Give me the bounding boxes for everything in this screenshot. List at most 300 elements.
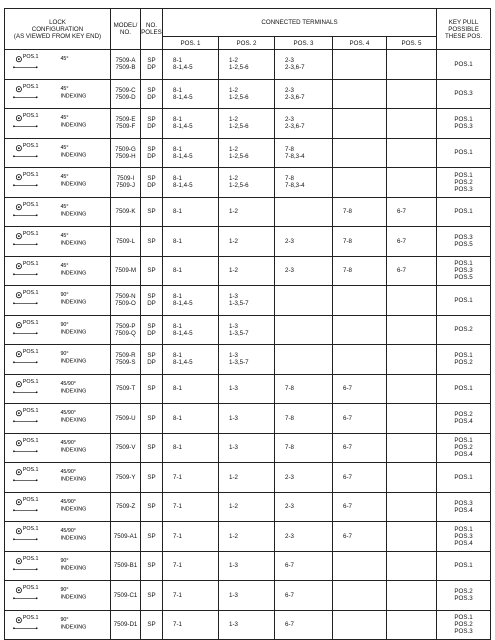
indexing-label: INDEXING <box>60 417 87 424</box>
key-pull-positions <box>437 404 491 434</box>
lock-schematic-icon <box>5 50 110 79</box>
table-row <box>5 492 491 522</box>
terminals-text: 7-8 7-8,3-4 <box>285 145 305 160</box>
terminals-text: 1-2 1-2,5-6 <box>229 175 249 190</box>
terminals-p4 <box>333 227 387 257</box>
poles <box>141 610 163 640</box>
poles <box>141 433 163 463</box>
terminals-p2 <box>219 433 275 463</box>
terminals-text: 1-2 <box>229 267 238 275</box>
position-label: POS.1 <box>22 319 39 326</box>
terminals-text: 6-7 <box>343 444 352 452</box>
terminals-p2 <box>219 610 275 640</box>
terminals-text: 8-1 <box>173 414 182 422</box>
terminals-p5 <box>387 551 437 581</box>
terminals-p5 <box>387 610 437 640</box>
terminals-p2 <box>219 50 275 80</box>
lock-schematic-icon <box>5 522 110 551</box>
poles <box>141 492 163 522</box>
lock-schematic-icon <box>5 434 110 463</box>
terminals-text: 2-3 <box>285 473 294 481</box>
terminals-p1 <box>163 50 219 80</box>
header-poles: NO. POLES <box>141 9 163 50</box>
terminals-text: 1-2 <box>229 208 238 216</box>
key-pull-text: POS.1 <box>454 149 473 157</box>
indexing-label: INDEXING <box>60 92 87 99</box>
key-pull-positions <box>437 492 491 522</box>
key-pull-text: POS.1 POS.2 POS.4 <box>454 437 473 459</box>
terminals-p4 <box>333 109 387 139</box>
key-pull-text: POS.2 POS.4 <box>454 411 473 426</box>
indexing-label: INDEXING <box>60 151 87 158</box>
model-number <box>111 256 141 286</box>
terminals-p1 <box>163 227 219 257</box>
terminals-p3 <box>275 374 333 404</box>
terminals-p4 <box>333 492 387 522</box>
indexing-label: INDEXING <box>60 505 87 512</box>
indexing-label: 45° <box>60 56 69 63</box>
terminals-p3 <box>275 581 333 611</box>
terminals-p1 <box>163 109 219 139</box>
model-number-text: 7509-D1 <box>113 621 138 629</box>
lock-schematic-icon <box>5 139 110 168</box>
terminals-text: 7-1 <box>173 532 182 540</box>
terminals-p5 <box>387 79 437 109</box>
key-pull-text: POS.3 <box>454 90 473 98</box>
terminals-text: 2-3 2-3,6-7 <box>285 86 305 101</box>
terminals-p2 <box>219 581 275 611</box>
terminals-p3 <box>275 345 333 375</box>
lock-schematic-icon <box>5 581 110 610</box>
terminals-p4 <box>333 433 387 463</box>
key-pull-text: POS.1 POS.2 POS.3 <box>454 171 473 193</box>
model-number-text: 7509-C1 <box>113 591 138 599</box>
key-pull-positions <box>437 109 491 139</box>
poles <box>141 256 163 286</box>
terminals-text: 6-7 <box>343 414 352 422</box>
terminals-text: 6-7 <box>343 473 352 481</box>
poles <box>141 404 163 434</box>
indexing-label: 45/90° <box>60 498 76 505</box>
terminals-p5 <box>387 463 437 493</box>
terminals-p1 <box>163 522 219 552</box>
terminals-p1 <box>163 256 219 286</box>
terminals-p5 <box>387 286 437 316</box>
indexing-label: INDEXING <box>60 476 87 483</box>
position-label: POS.1 <box>22 408 39 415</box>
model-number <box>111 551 141 581</box>
indexing-label: INDEXING <box>60 299 87 306</box>
terminals-text: 1-3 1-3,5-7 <box>229 322 249 337</box>
lock-diagram <box>5 522 111 552</box>
lock-schematic-icon <box>5 198 110 227</box>
terminals-p3 <box>275 433 333 463</box>
poles-text: SP <box>147 267 156 275</box>
model-number <box>111 109 141 139</box>
terminals-text: 8-1 8-1,4-5 <box>173 57 193 72</box>
position-label: POS.1 <box>22 496 39 503</box>
table-row <box>5 79 491 109</box>
key-pull-text: POS.2 POS.3 <box>454 588 473 603</box>
indexing-label: 45° <box>60 115 69 122</box>
terminals-p5 <box>387 433 437 463</box>
poles <box>141 197 163 227</box>
model-number-text: 7509-G 7509-H <box>115 145 136 160</box>
indexing-label: INDEXING <box>60 328 87 335</box>
terminals-text: 1-3 1-3,5-7 <box>229 293 249 308</box>
lock-diagram <box>5 433 111 463</box>
header-pos-5: POS. 5 <box>387 37 437 50</box>
indexing-label: 90° <box>60 351 69 358</box>
terminals-p4 <box>333 50 387 80</box>
poles <box>141 581 163 611</box>
model-number <box>111 404 141 434</box>
indexing-label: 45/90° <box>60 528 76 535</box>
terminals-p2 <box>219 492 275 522</box>
terminals-p3 <box>275 227 333 257</box>
terminals-p2 <box>219 227 275 257</box>
terminals-p2 <box>219 197 275 227</box>
terminals-p5 <box>387 404 437 434</box>
terminals-text: 8-1 8-1,4-5 <box>173 86 193 101</box>
lock-diagram <box>5 286 111 316</box>
terminals-p5 <box>387 256 437 286</box>
lock-schematic-icon <box>5 168 110 197</box>
terminals-p5 <box>387 315 437 345</box>
terminals-p5 <box>387 581 437 611</box>
terminals-text: 1-3 <box>229 621 238 629</box>
poles <box>141 50 163 80</box>
poles <box>141 551 163 581</box>
model-number <box>111 138 141 168</box>
poles-text: SP <box>147 444 156 452</box>
key-pull-positions <box>437 50 491 80</box>
poles-text: SP DP <box>147 145 156 160</box>
terminals-p3 <box>275 463 333 493</box>
terminals-p2 <box>219 522 275 552</box>
terminals-p1 <box>163 79 219 109</box>
lock-schematic-icon <box>5 257 110 286</box>
terminals-text: 6-7 <box>285 562 294 570</box>
key-pull-positions <box>437 374 491 404</box>
terminals-text: 1-2 1-2,5-6 <box>229 116 249 131</box>
poles <box>141 168 163 198</box>
terminals-text: 8-1 8-1,4-5 <box>173 145 193 160</box>
key-pull-text: POS.1 <box>454 296 473 304</box>
terminals-text: 7-1 <box>173 473 182 481</box>
key-pull-text: POS.2 <box>454 326 473 334</box>
key-pull-positions <box>437 522 491 552</box>
indexing-label: 45° <box>60 144 69 151</box>
terminals-text: 6-7 <box>343 532 352 540</box>
position-label: POS.1 <box>22 614 39 621</box>
terminals-p3 <box>275 168 333 198</box>
header-pos-3: POS. 3 <box>275 37 333 50</box>
indexing-label: INDEXING <box>60 358 87 365</box>
lock-schematic-icon <box>5 463 110 492</box>
lock-schematic-icon <box>5 611 110 640</box>
table-row <box>5 374 491 404</box>
terminals-p1 <box>163 433 219 463</box>
terminals-p1 <box>163 345 219 375</box>
poles-text: SP <box>147 621 156 629</box>
terminals-p4 <box>333 551 387 581</box>
model-number-text: 7509-L <box>115 237 136 245</box>
terminals-text: 1-2 <box>229 503 238 511</box>
terminals-text: 7-8 <box>285 385 294 393</box>
poles <box>141 345 163 375</box>
indexing-label: 90° <box>60 292 69 299</box>
lock-diagram <box>5 256 111 286</box>
terminals-p1 <box>163 492 219 522</box>
terminals-p1 <box>163 197 219 227</box>
model-number <box>111 522 141 552</box>
table-row <box>5 433 491 463</box>
model-number-text: 7509-B1 <box>113 562 138 570</box>
model-number <box>111 315 141 345</box>
key-pull-text: POS.1 <box>454 562 473 570</box>
position-label: POS.1 <box>22 83 39 90</box>
lock-diagram <box>5 404 111 434</box>
terminals-text: 8-1 <box>173 385 182 393</box>
poles <box>141 109 163 139</box>
model-number-text: 7509-Z <box>115 503 136 511</box>
model-number-text: 7509-M <box>115 267 136 275</box>
indexing-label: 45° <box>60 174 69 181</box>
indexing-label: INDEXING <box>60 594 87 601</box>
key-pull-positions <box>437 286 491 316</box>
terminals-p3 <box>275 79 333 109</box>
terminals-p4 <box>333 345 387 375</box>
header-pos-4: POS. 4 <box>333 37 387 50</box>
poles-text: SP <box>147 562 156 570</box>
lock-schematic-icon <box>5 552 110 581</box>
lock-schematic-icon <box>5 493 110 522</box>
terminals-text: 1-2 1-2,5-6 <box>229 86 249 101</box>
terminals-text: 6-7 <box>343 503 352 511</box>
model-number <box>111 168 141 198</box>
terminals-p3 <box>275 256 333 286</box>
terminals-text: 6-7 <box>285 591 294 599</box>
poles-text: SP <box>147 473 156 481</box>
key-pull-positions <box>437 79 491 109</box>
table-row <box>5 522 491 552</box>
poles-text: SP DP <box>147 86 156 101</box>
terminals-p3 <box>275 522 333 552</box>
key-pull-text: POS.3 POS.4 <box>454 499 473 514</box>
lock-diagram <box>5 138 111 168</box>
header-pos-1: POS. 1 <box>163 37 219 50</box>
model-number-text: 7509-K <box>115 208 136 216</box>
terminals-p5 <box>387 168 437 198</box>
model-number <box>111 433 141 463</box>
position-label: POS.1 <box>22 113 39 120</box>
table-row <box>5 463 491 493</box>
table-row <box>5 168 491 198</box>
indexing-label: 90° <box>60 557 69 564</box>
terminals-text: 7-8 <box>343 208 352 216</box>
lock-schematic-icon <box>5 375 110 404</box>
lock-schematic-icon <box>5 109 110 138</box>
terminals-p2 <box>219 315 275 345</box>
key-pull-text: POS.1 <box>454 60 473 68</box>
terminals-p4 <box>333 463 387 493</box>
poles-text: SP <box>147 237 156 245</box>
poles <box>141 227 163 257</box>
terminals-text: 7-8 <box>343 237 352 245</box>
table-row <box>5 345 491 375</box>
terminals-p1 <box>163 138 219 168</box>
terminals-text: 8-1 <box>173 267 182 275</box>
terminals-p3 <box>275 551 333 581</box>
terminals-p5 <box>387 197 437 227</box>
terminals-p4 <box>333 374 387 404</box>
model-number-text: 7509-V <box>115 444 136 452</box>
poles-text: SP <box>147 385 156 393</box>
terminals-text: 8-1 8-1,4-5 <box>173 322 193 337</box>
lock-diagram <box>5 345 111 375</box>
terminals-p1 <box>163 463 219 493</box>
terminals-p4 <box>333 256 387 286</box>
key-pull-positions <box>437 345 491 375</box>
terminals-p3 <box>275 404 333 434</box>
terminals-text: 8-1 8-1,4-5 <box>173 293 193 308</box>
terminals-p2 <box>219 374 275 404</box>
lock-diagram <box>5 492 111 522</box>
model-number-text: 7509-C 7509-D <box>115 86 136 101</box>
model-number <box>111 581 141 611</box>
model-number-text: 7509-A1 <box>113 532 138 540</box>
terminals-text: 8-1 8-1,4-5 <box>173 175 193 190</box>
header-lock-configuration: LOCK CONFIGURATION (AS VIEWED FROM KEY END) <box>5 9 111 50</box>
indexing-label: INDEXING <box>60 564 87 571</box>
terminals-p1 <box>163 404 219 434</box>
terminals-text: 7-8 <box>285 444 294 452</box>
lock-diagram <box>5 315 111 345</box>
lock-schematic-icon <box>5 404 110 433</box>
poles-text: SP DP <box>147 175 156 190</box>
position-label: POS.1 <box>22 349 39 356</box>
terminals-text: 1-2 1-2,5-6 <box>229 57 249 72</box>
indexing-label: 90° <box>60 321 69 328</box>
key-pull-text: POS.1 <box>454 385 473 393</box>
lock-diagram <box>5 168 111 198</box>
indexing-label: 45/90° <box>60 439 76 446</box>
terminals-p3 <box>275 610 333 640</box>
poles-text: SP <box>147 414 156 422</box>
table-row <box>5 581 491 611</box>
key-pull-positions <box>437 168 491 198</box>
terminals-p5 <box>387 109 437 139</box>
header-connected-terminals: CONNECTED TERMINALS <box>163 9 437 37</box>
model-number-text: 7509-R 7509-S <box>115 352 136 367</box>
terminals-text: 7-8 <box>343 267 352 275</box>
model-number <box>111 492 141 522</box>
position-label: POS.1 <box>22 290 39 297</box>
terminals-p3 <box>275 138 333 168</box>
terminals-p2 <box>219 345 275 375</box>
model-number <box>111 79 141 109</box>
terminals-p1 <box>163 286 219 316</box>
terminals-p2 <box>219 404 275 434</box>
table-row <box>5 109 491 139</box>
key-pull-positions <box>437 138 491 168</box>
position-label: POS.1 <box>22 172 39 179</box>
indexing-label: INDEXING <box>60 623 87 630</box>
terminals-p4 <box>333 315 387 345</box>
poles-text: SP DP <box>147 57 156 72</box>
poles <box>141 138 163 168</box>
position-label: POS.1 <box>22 231 39 238</box>
poles <box>141 286 163 316</box>
terminals-p1 <box>163 168 219 198</box>
terminals-p1 <box>163 610 219 640</box>
model-number-text: 7509-Y <box>115 473 136 481</box>
terminals-p4 <box>333 168 387 198</box>
terminals-text: 6-7 <box>397 208 406 216</box>
poles-text: SP DP <box>147 322 156 337</box>
lock-diagram <box>5 50 111 80</box>
terminals-p4 <box>333 286 387 316</box>
indexing-label: INDEXING <box>60 240 87 247</box>
terminals-text: 1-3 1-3,5-7 <box>229 352 249 367</box>
terminals-text: 8-1 8-1,4-5 <box>173 352 193 367</box>
terminals-text: 1-2 <box>229 532 238 540</box>
position-label: POS.1 <box>22 467 39 474</box>
terminals-p4 <box>333 404 387 434</box>
header-pos-2: POS. 2 <box>219 37 275 50</box>
key-pull-text: POS.1 <box>454 208 473 216</box>
indexing-label: 45° <box>60 85 69 92</box>
terminals-p4 <box>333 79 387 109</box>
terminals-p1 <box>163 551 219 581</box>
model-number <box>111 227 141 257</box>
table-row <box>5 256 491 286</box>
terminals-p5 <box>387 522 437 552</box>
indexing-label: 45/90° <box>60 469 76 476</box>
terminals-p4 <box>333 197 387 227</box>
indexing-label: 90° <box>60 616 69 623</box>
model-number <box>111 286 141 316</box>
terminals-text: 6-7 <box>343 385 352 393</box>
terminals-p1 <box>163 374 219 404</box>
poles <box>141 315 163 345</box>
terminals-text: 2-3 <box>285 532 294 540</box>
key-pull-text: POS.1 POS.2 <box>454 352 473 367</box>
poles <box>141 374 163 404</box>
key-pull-positions <box>437 463 491 493</box>
terminals-p2 <box>219 551 275 581</box>
position-label: POS.1 <box>22 201 39 208</box>
indexing-label: INDEXING <box>60 269 87 276</box>
poles-text: SP <box>147 208 156 216</box>
position-label: POS.1 <box>22 437 39 444</box>
terminals-text: 8-1 <box>173 237 182 245</box>
indexing-label: INDEXING <box>60 535 87 542</box>
terminals-text: 2-3 <box>285 237 294 245</box>
model-number-text: 7509-E 7509-F <box>115 116 136 131</box>
terminals-p2 <box>219 138 275 168</box>
terminals-text: 1-2 <box>229 237 238 245</box>
terminals-p4 <box>333 581 387 611</box>
terminals-text: 6-7 <box>285 621 294 629</box>
indexing-label: 90° <box>60 587 69 594</box>
model-number-text: 7509-I 7509-J <box>116 175 135 190</box>
lock-schematic-icon <box>5 227 110 256</box>
indexing-label: 45° <box>60 262 69 269</box>
table-row <box>5 551 491 581</box>
terminals-p3 <box>275 315 333 345</box>
